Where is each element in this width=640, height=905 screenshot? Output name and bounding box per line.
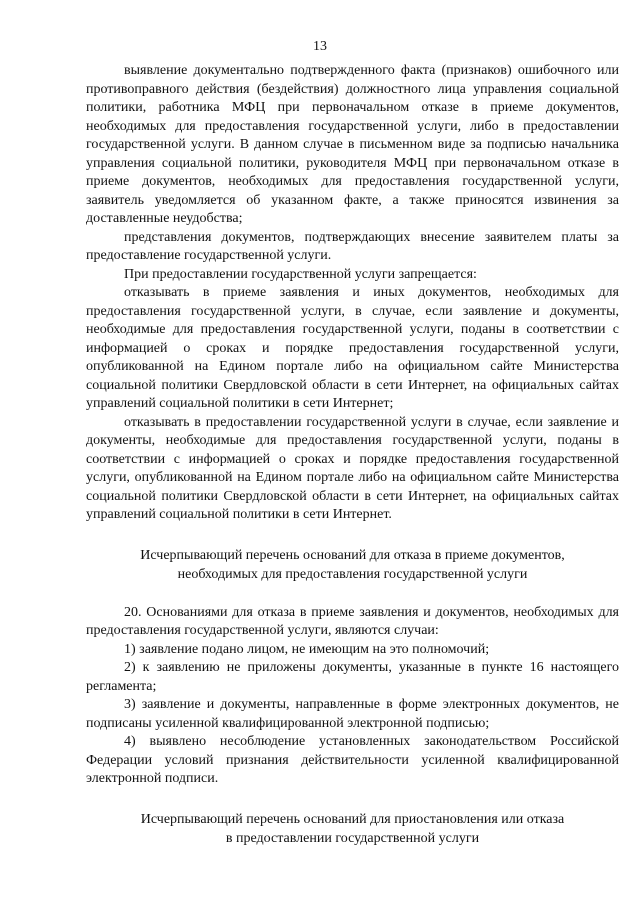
paragraph-prohibited-refuse-reception: отказывать в приеме заявления и иных документов, необходимых для предоставления государственной услуги, в случае, если заявление и документы, необходимые для предоставления государственной услуги, поданы в соответствии с информацией о сроках и порядке предоставления государственной услуги, опубликованной на Едином портале либо на официальном сайте Министерства социальной политики Свердловской области в сети Интернет, на официальных сайтах управлений социальной политики в сети Интернет; <box>86 285 619 411</box>
heading-line: Исчерпывающий перечень оснований для приостановления или отказа <box>140 811 565 827</box>
paragraph-prohibited-refuse-service: отказывать в предоставлении государственной услуги в случае, если заявление и документы, необходимые для предоставления государственной услуги, поданы в соответствии с информацией о сроках и порядке предоставления государственной услуги, опубликованной на Едином портале либо на официальном сайте Министерства социальной политики Свердловской области в сети Интернет, на официальных сайтах управлений социальной политики в сети Интернет. <box>86 414 619 522</box>
spacer <box>86 525 619 546</box>
section-heading-refusal-reception <box>86 546 619 584</box>
heading-line: Исчерпывающий перечень оснований для отказа в приеме документов, <box>140 547 565 563</box>
paragraph-violation-fact: выявление документально подтвержденного факта (признаков) ошибочного или противоправного действия (бездействия) должностного лица управления социальной политики, работника МФЦ при первоначальном отказе в приеме документов, необходимых для предоставления государственной услуги, либо в предоставлении государственной услуги. В данном случае в письменном виде за подписью начальника управления социальной политики, руководителя МФЦ при первоначальном отказе в приеме документов, необходимых для предоставления государственной услуги, заявитель уведомляется об указанном факте, а также приносятся извинения за доставленные неудобства; <box>86 63 619 226</box>
section-heading-suspension <box>86 810 619 848</box>
heading-line: в предоставлении государственной услуги <box>225 830 480 846</box>
page-number: 13 <box>313 39 327 54</box>
paragraph-prohibited-intro: При предоставлении государственной услуги запрещается: <box>124 266 477 282</box>
paragraph-payment-documents: представления документов, подтверждающих внесение заявителем платы за предоставление государственной услуги. <box>86 229 619 263</box>
list-item: 1) заявление подано лицом, не имеющим на это полномочий; <box>124 641 490 657</box>
list-item: 3) заявление и документы, направленные в форме электронных документов, не подписаны усиленной квалифицированной электронной подписью; <box>86 697 619 731</box>
list-item: 2) к заявлению не приложены документы, указанные в пункте 16 настоящего регламента; <box>86 660 619 694</box>
spacer <box>86 584 619 604</box>
paragraph-item-20: 20. Основаниями для отказа в приеме заявления и документов, необходимых для предоставления государственной услуги, являются случаи: <box>86 604 619 638</box>
document-body <box>86 62 619 848</box>
list-item: 4) выявлено несоблюдение установленных законодательством Российской Федерации условий признания действительности усиленной квалифицированной электронной подписи. <box>86 734 619 786</box>
heading-line: необходимых для предоставления государственной услуги <box>177 566 528 582</box>
spacer <box>86 789 619 810</box>
